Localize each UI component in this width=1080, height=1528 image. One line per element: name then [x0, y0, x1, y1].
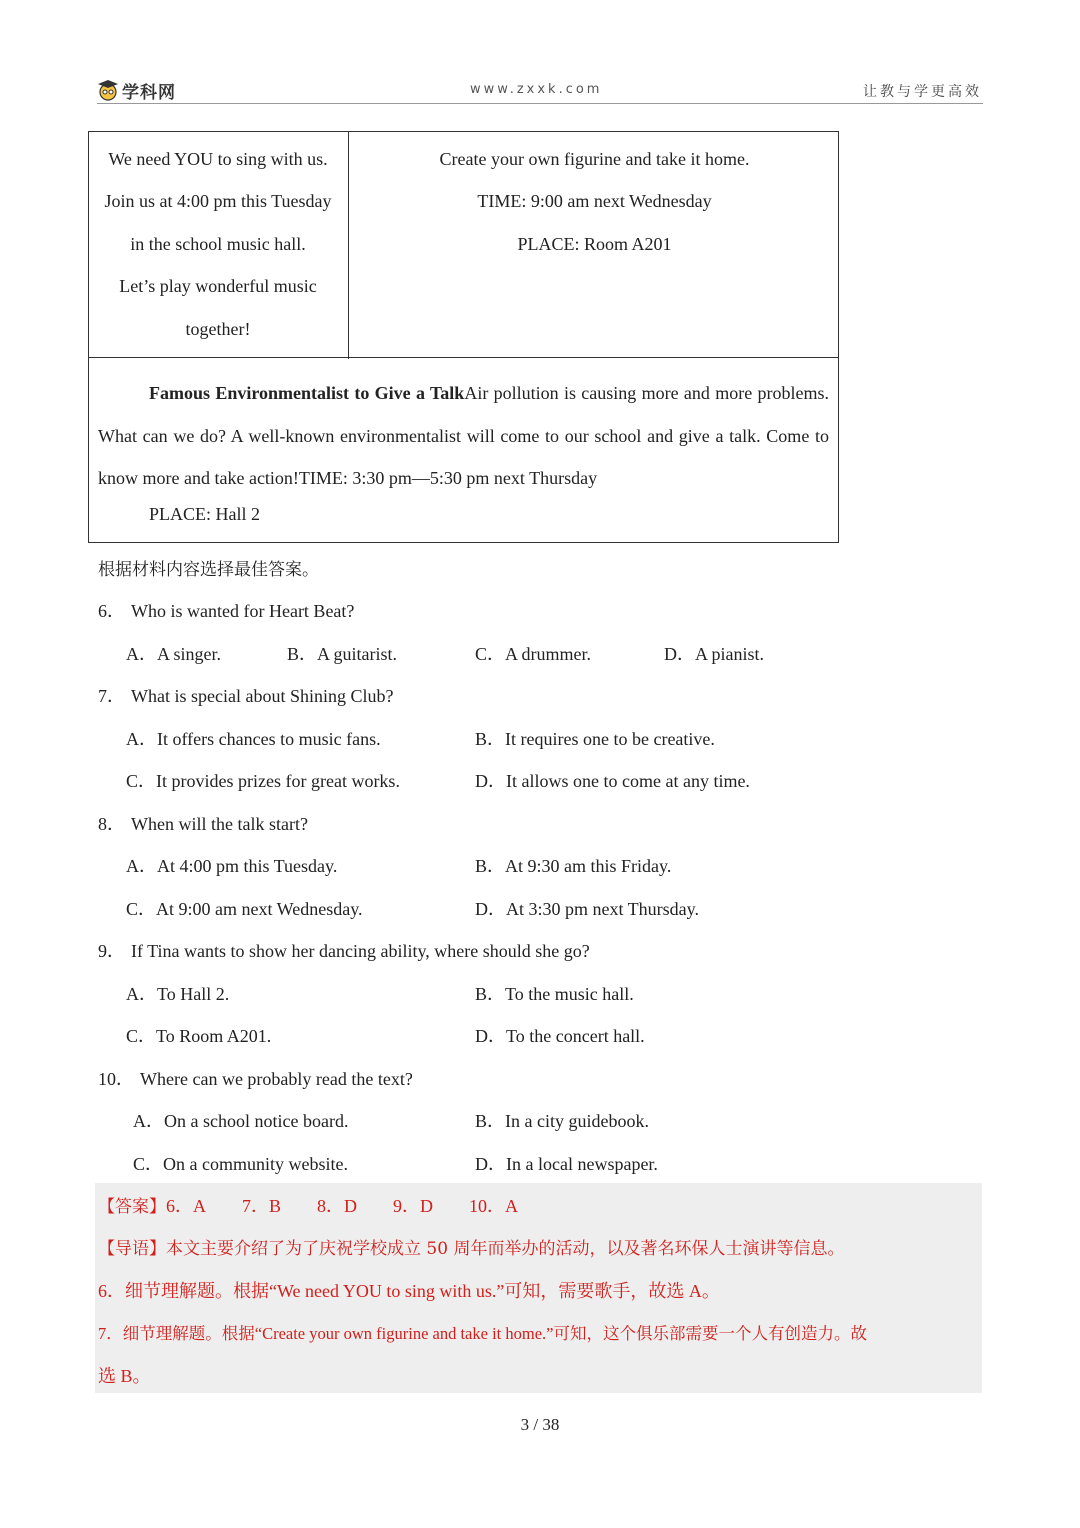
question-7 [98, 682, 393, 708]
option: B．In a city guidebook. [475, 1111, 649, 1131]
option: A．On a school notice board. [133, 1111, 349, 1131]
talk-title: Famous Environmentalist to Give a Talk [149, 383, 465, 403]
site-logo [97, 78, 176, 102]
question-number: 9． [98, 941, 125, 961]
shining-club-line: Create your own figurine and take it home. [439, 149, 750, 169]
option: C．To Room A201. [126, 1026, 272, 1046]
graduation-cap-icon [97, 79, 119, 101]
question-number: 10． [98, 1069, 134, 1089]
shining-club-line: PLACE: Room A201 [517, 234, 672, 254]
question-6 [98, 597, 354, 623]
answer-item: 8．D [317, 1196, 358, 1216]
question-number: 6． [98, 601, 125, 621]
heart-beat-line: in the school music hall. [130, 234, 306, 254]
heart-beat-line: We need YOU to sing with us. [108, 149, 328, 169]
option: B．To the music hall. [475, 984, 634, 1004]
talk-notice [98, 372, 829, 500]
option: A．It offers chances to music fans. [126, 729, 381, 749]
explanation-6: 6．细节理解题。根据“We need YOU to sing with us.”可知，需要歌手，故选 A。 [98, 1281, 720, 1301]
shining-club-line: TIME: 9:00 am next Wednesday [477, 191, 712, 211]
question-stem: Who is wanted for Heart Beat? [131, 601, 355, 621]
table-divider-horizontal [88, 357, 839, 358]
question-stem: If Tina wants to show her dancing ability, where should she go? [131, 941, 590, 961]
guide [98, 1234, 844, 1259]
heart-beat-line: together! [185, 319, 251, 339]
guide-text: 本文主要介绍了为了庆祝学校成立 50 周年而举办的活动，以及著名环保人士演讲等信息。 [166, 1239, 845, 1259]
question-number: 7． [98, 686, 125, 706]
question-8 [98, 810, 308, 836]
header-divider [97, 103, 983, 104]
option: B．A guitarist. [287, 644, 398, 664]
option: C．On a community website. [133, 1154, 348, 1174]
option: C．A drummer. [475, 644, 592, 664]
answer-key [98, 1192, 518, 1218]
question-10 [98, 1065, 413, 1091]
option: A．A singer. [126, 644, 222, 664]
heart-beat-line: Join us at 4:00 pm this Tuesday [104, 191, 332, 211]
option: A．At 4:00 pm this Tuesday. [126, 856, 338, 876]
guide-label: 【导语】 [98, 1239, 166, 1259]
answer-item: 6．A [166, 1196, 206, 1216]
answer-label: 【答案】 [98, 1197, 166, 1217]
option: D．It allows one to come at any time. [475, 771, 750, 791]
talk-place: PLACE: Hall 2 [149, 504, 260, 524]
question-number: 8． [98, 814, 125, 834]
table-divider-vertical [348, 131, 349, 359]
option: B．At 9:30 am this Friday. [475, 856, 672, 876]
answer-item: 7．B [242, 1196, 282, 1216]
option: D．A pianist. [664, 644, 765, 664]
question-stem: When will the talk start? [131, 814, 308, 834]
instruction: 根据材料内容选择最佳答案。 [98, 560, 319, 580]
option: D．At 3:30 pm next Thursday. [475, 899, 699, 919]
option: D．To the concert hall. [475, 1026, 645, 1046]
option: D．In a local newspaper. [475, 1154, 658, 1174]
explanation-7: 7．细节理解题。根据“Create your own figurine and take it home.”可知，这个俱乐部需要一个人有创造力。故 [98, 1324, 867, 1343]
explanation-7-cont: 选 B。 [98, 1366, 151, 1386]
heart-beat-line: Let’s play wonderful music [119, 276, 317, 296]
answer-item: 10．A [469, 1196, 519, 1216]
option: C．It provides prizes for great works. [126, 771, 400, 791]
option: B．It requires one to be creative. [475, 729, 715, 749]
question-stem: Where can we probably read the text? [140, 1069, 413, 1089]
site-url[interactable]: www.zxxk.com [470, 82, 603, 97]
page-number: 3 / 38 [520, 1415, 560, 1434]
option: A．To Hall 2. [126, 984, 230, 1004]
logo-text: 学科网 [122, 82, 176, 103]
slogan: 让教与学更高效 [863, 84, 982, 100]
question-9 [98, 937, 590, 963]
option: C．At 9:00 am next Wednesday. [126, 899, 363, 919]
talk-body: Air pollution is causing more and more problems. What can we do? A well-known environmentalist will come to our school and give a talk. Come to know more and take action!TIME: 3:30 pm—5:30 pm next Thursday [98, 383, 830, 489]
question-stem: What is special about Shining Club? [131, 686, 394, 706]
answer-item: 9．D [393, 1196, 434, 1216]
